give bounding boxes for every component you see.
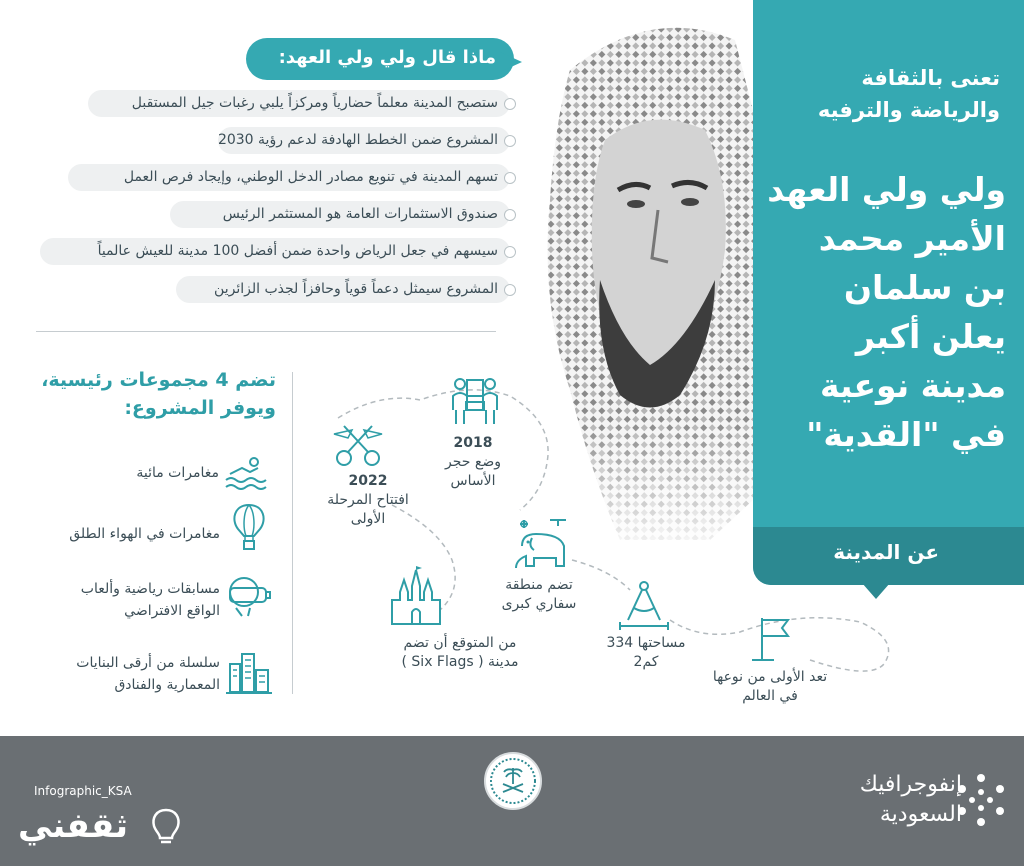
foundation-text: وضع حجر الأساس <box>445 454 501 489</box>
ribbon-cutting-icon <box>332 420 384 470</box>
panel-subtitle: تعنى بالثقافة والرياضة والترفيه <box>817 66 1000 122</box>
group-item-sports-vr <box>70 578 220 622</box>
bullet-icon <box>504 172 516 184</box>
vision-seal-logo <box>484 752 542 810</box>
brand-name: إنفوجرافيك السعودية <box>859 772 962 827</box>
about-city-pointer <box>862 583 890 599</box>
sixflags-milestone <box>400 634 520 672</box>
palm-swords-icon <box>486 754 540 808</box>
area-text: مساحتها 334 كم2 <box>606 635 686 670</box>
groups-divider <box>292 372 293 694</box>
group-label: سلسلة من أرقى البنايات المعمارية والفنادق <box>76 655 220 693</box>
castle-icon <box>388 566 444 626</box>
group-label: مغامرات مائية <box>136 465 219 481</box>
bullet-icon <box>504 135 516 147</box>
group-item-water <box>84 462 219 484</box>
quote-text: ستصبح المدينة معلماً حضارياً ومركزاً يلبي رغبات جيل المستقبل <box>131 95 498 111</box>
group-item-buildings <box>70 652 220 696</box>
quote-item <box>218 127 510 154</box>
quote-item <box>170 201 510 228</box>
safari-milestone <box>494 576 584 614</box>
groups-title: تضم 4 مجموعات رئيسية، ويوفر المشروع: <box>41 369 276 419</box>
headline-panel <box>753 0 1024 585</box>
vr-headset-icon <box>226 572 272 620</box>
phase-year: 2022 <box>348 473 388 489</box>
bullet-icon <box>504 284 516 296</box>
first-milestone <box>710 668 830 706</box>
phase-milestone <box>318 472 418 529</box>
phase-text: افتتاح المرحلة الأولى <box>327 492 409 527</box>
quote-item <box>88 90 510 117</box>
panel-headline: ولي ولي العهد الأمير محمد بن سلمان يعلن أكبر مدينة نوعية في "القدية" <box>767 170 1006 454</box>
quote-text: المشروع ضمن الخطط الهادفة لدعم رؤية 2030 <box>217 132 498 148</box>
quotes-title-pointer <box>500 52 522 72</box>
group-item-outdoor <box>60 523 220 545</box>
brand-handle: Infographic_KSA <box>34 784 132 798</box>
hot-air-balloon-icon <box>226 502 272 552</box>
foundation-year: 2018 <box>453 435 493 451</box>
quote-item <box>40 238 510 265</box>
bullet-icon <box>504 209 516 221</box>
quote-text: المشروع سيمثل دعماً قوياً وحافزاً لجذب الزائرين <box>214 281 498 297</box>
bullet-icon <box>504 246 516 258</box>
elephant-icon <box>510 516 572 572</box>
quotes-title: ماذا قال ولي ولي العهد: <box>278 47 496 68</box>
group-label: مسابقات رياضية وألعاب الواقع الافتراضي <box>80 581 220 619</box>
section-divider <box>36 331 496 332</box>
quote-text: صندوق الاستثمارات العامة هو المستثمر الرئيس <box>222 206 498 222</box>
safari-text: تضم منطقة سفاري كبرى <box>501 577 577 612</box>
compass-icon <box>618 580 670 630</box>
swimmer-icon <box>224 452 270 492</box>
people-meeting-icon <box>448 376 502 428</box>
quote-item <box>176 276 510 303</box>
buildings-icon <box>226 650 272 696</box>
quotes-title-badge <box>246 38 514 80</box>
group-label: مغامرات في الهواء الطلق <box>69 526 220 542</box>
foundation-milestone <box>418 434 528 491</box>
bullet-icon <box>504 98 516 110</box>
quote-text: تسهم المدينة في تنويع مصادر الدخل الوطني، وإيجاد فرص العمل <box>123 169 498 185</box>
flag-icon <box>744 614 794 664</box>
first-text: تعد الأولى من نوعها في العالم <box>712 669 828 704</box>
about-city-label: عن المدينة <box>833 540 939 564</box>
sixflags-text: من المتوقع أن تضم مدينة ( Six Flags ) <box>401 635 519 670</box>
about-city-bar <box>753 527 1024 585</box>
brand-dots-icon <box>956 772 1006 828</box>
quote-item <box>68 164 510 191</box>
area-milestone <box>606 634 686 672</box>
quote-text: سيسهم في جعل الرياض واحدة ضمن أفضل 100 مدينة للعيش عالمياً <box>97 243 498 259</box>
lightbulb-icon <box>148 806 184 846</box>
site-logo-text: ثقفني <box>18 806 128 846</box>
